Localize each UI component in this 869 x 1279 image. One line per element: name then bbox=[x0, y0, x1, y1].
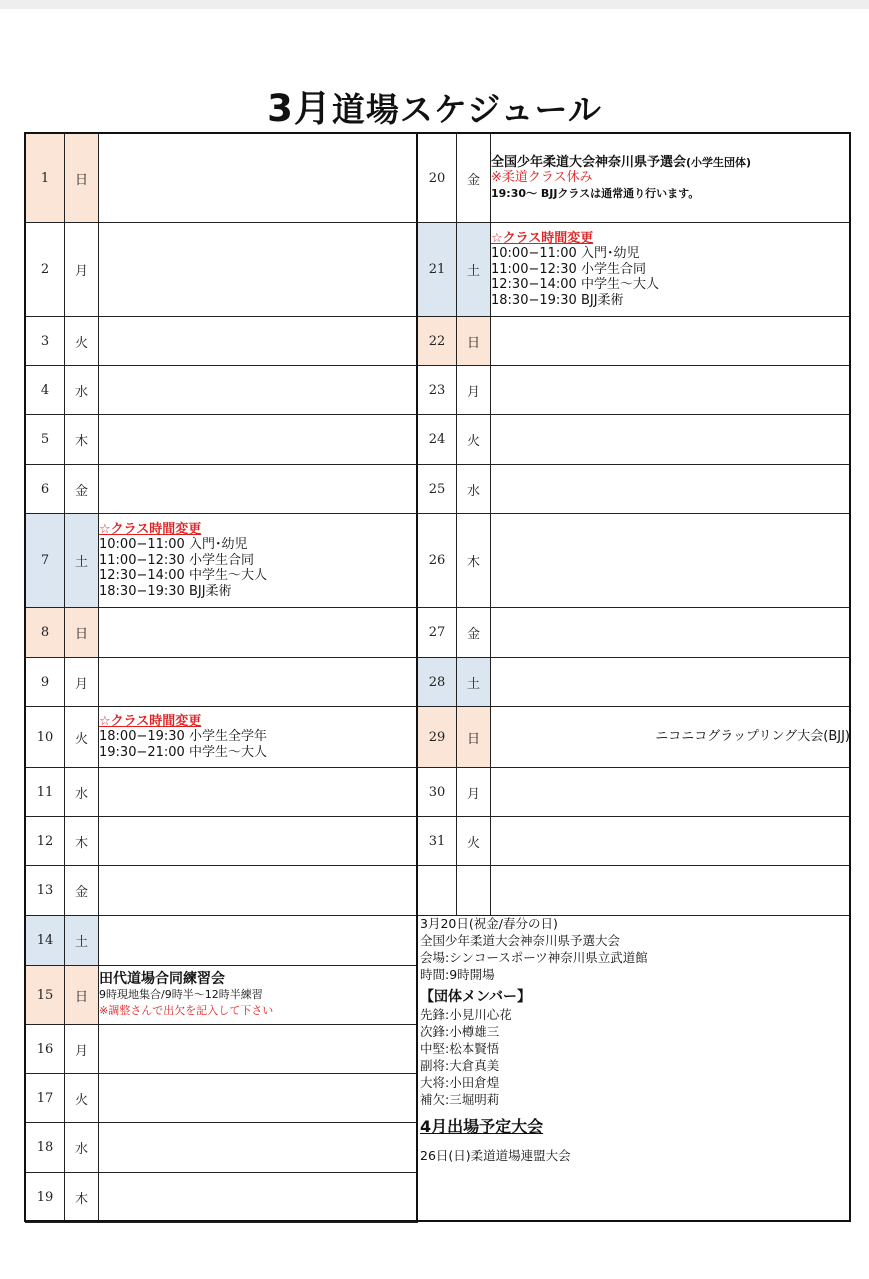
day-number: 13 bbox=[26, 866, 65, 916]
event-cell bbox=[99, 366, 418, 415]
schedule-row bbox=[26, 415, 418, 465]
event-cell bbox=[99, 817, 418, 866]
weekday: 水 bbox=[457, 465, 491, 514]
weekday: 水 bbox=[65, 1123, 99, 1173]
event-line bbox=[491, 277, 850, 293]
event-line-text: 12:30−14:00 中学生〜大人 bbox=[99, 568, 267, 584]
weekday: 月 bbox=[65, 658, 99, 707]
event-cell bbox=[491, 608, 851, 658]
schedule-row bbox=[26, 465, 418, 514]
event-line bbox=[491, 293, 850, 309]
event-line bbox=[491, 262, 850, 278]
day-number: 9 bbox=[26, 658, 65, 707]
event-cell bbox=[99, 707, 418, 768]
day-number: 12 bbox=[26, 817, 65, 866]
schedule-row bbox=[26, 608, 418, 658]
schedule-row bbox=[418, 317, 851, 366]
weekday: 金 bbox=[457, 608, 491, 658]
event-cell bbox=[99, 658, 418, 707]
day-number: 22 bbox=[418, 317, 457, 366]
event-line bbox=[99, 714, 417, 730]
day-number: 7 bbox=[26, 514, 65, 608]
weekday: 日 bbox=[65, 608, 99, 658]
member-line: 次鋒:小樽雄三 bbox=[420, 1024, 500, 1039]
event-line-text: ※柔道クラス休み bbox=[491, 170, 593, 186]
weekday: 月 bbox=[65, 1025, 99, 1074]
day-number: 20 bbox=[418, 134, 457, 223]
weekday: 土 bbox=[457, 658, 491, 707]
member-line: 補欠:三堀明莉 bbox=[420, 1092, 500, 1107]
schedule-row bbox=[418, 658, 851, 707]
event-cell bbox=[491, 817, 851, 866]
weekday: 火 bbox=[457, 415, 491, 465]
event-line: ニコニコグラップリング大会(BJJ) bbox=[655, 729, 850, 745]
schedule-row bbox=[26, 223, 418, 317]
event-line bbox=[99, 1003, 417, 1019]
day-number: 5 bbox=[26, 415, 65, 465]
event-cell bbox=[99, 866, 418, 916]
event-line bbox=[99, 729, 417, 745]
center-divider bbox=[416, 133, 418, 1221]
day-number: 19 bbox=[26, 1173, 65, 1223]
event-info-panel bbox=[420, 915, 850, 1164]
members-heading: 【団体メンバー】 bbox=[420, 989, 532, 1005]
event-line-text: ☆クラス時間変更 bbox=[99, 521, 202, 537]
day-number: 16 bbox=[26, 1025, 65, 1074]
event-cell bbox=[99, 317, 418, 366]
event-cell bbox=[99, 465, 418, 514]
title-main: 道場スケジュール bbox=[331, 90, 602, 129]
schedule-row bbox=[418, 223, 851, 317]
event-line-text: 田代道場合同練習会 bbox=[99, 970, 225, 987]
day-number: 27 bbox=[418, 608, 457, 658]
event-line-text: 全国少年柔道大会神奈川県予選会 bbox=[491, 154, 687, 170]
schedule-row bbox=[26, 1173, 418, 1223]
schedule-row bbox=[418, 768, 851, 817]
april-heading: 4月出場予定大会 bbox=[420, 1117, 544, 1136]
weekday: 金 bbox=[65, 866, 99, 916]
schedule-row bbox=[26, 366, 418, 415]
schedule-row bbox=[418, 415, 851, 465]
event-line-suffix: (小学生団体) bbox=[686, 155, 752, 169]
day-number: 21 bbox=[418, 223, 457, 317]
day-number: 28 bbox=[418, 658, 457, 707]
weekday: 土 bbox=[457, 223, 491, 317]
member-line: 大将:小田倉煌 bbox=[420, 1075, 500, 1090]
weekday: 金 bbox=[457, 134, 491, 223]
member-list bbox=[420, 1006, 850, 1108]
event-cell bbox=[491, 866, 851, 916]
schedule-row bbox=[26, 966, 418, 1025]
event-info-lines bbox=[420, 915, 850, 983]
event-line-text: ☆クラス時間変更 bbox=[491, 230, 594, 246]
day-number: 31 bbox=[418, 817, 457, 866]
day-number: 18 bbox=[26, 1123, 65, 1173]
event-cell bbox=[491, 707, 851, 768]
schedule-row bbox=[26, 514, 418, 608]
weekday: 土 bbox=[65, 514, 99, 608]
event-line-text: 11:00−12:30 小学生合同 bbox=[491, 261, 646, 277]
member-line: 副将:大倉真美 bbox=[420, 1058, 500, 1073]
event-cell bbox=[99, 916, 418, 966]
day-number: 29 bbox=[418, 707, 457, 768]
event-cell bbox=[99, 1173, 418, 1223]
event-line bbox=[491, 155, 850, 171]
event-line bbox=[99, 522, 417, 538]
event-cell bbox=[491, 465, 851, 514]
event-cell bbox=[99, 1123, 418, 1173]
info-line: 3月20日(祝金/春分の日) bbox=[420, 916, 558, 931]
day-number bbox=[418, 866, 457, 916]
event-cell bbox=[491, 415, 851, 465]
event-line-text: 10:00−11:00 入門･幼児 bbox=[491, 246, 640, 262]
weekday: 月 bbox=[457, 366, 491, 415]
schedule-row bbox=[418, 366, 851, 415]
schedule-row bbox=[26, 866, 418, 916]
event-line-text: 19:30−21:00 中学生〜大人 bbox=[99, 744, 267, 760]
event-line-text: 12:30−14:00 中学生〜大人 bbox=[491, 277, 659, 293]
schedule-row bbox=[418, 514, 851, 608]
schedule-row bbox=[418, 817, 851, 866]
event-cell bbox=[491, 768, 851, 817]
event-line bbox=[491, 170, 850, 186]
weekday: 木 bbox=[65, 1173, 99, 1223]
event-cell bbox=[491, 514, 851, 608]
schedule-row bbox=[26, 768, 418, 817]
member-line: 中堅:松本賢悟 bbox=[420, 1041, 500, 1056]
event-cell bbox=[99, 514, 418, 608]
event-line bbox=[491, 186, 850, 202]
day-number: 6 bbox=[26, 465, 65, 514]
event-cell bbox=[99, 415, 418, 465]
day-number: 10 bbox=[26, 707, 65, 768]
weekday bbox=[457, 866, 491, 916]
day-number: 11 bbox=[26, 768, 65, 817]
weekday: 水 bbox=[65, 768, 99, 817]
schedule-row bbox=[26, 134, 418, 223]
weekday: 日 bbox=[457, 317, 491, 366]
schedule-row bbox=[26, 707, 418, 768]
day-number: 23 bbox=[418, 366, 457, 415]
member-line: 先鋒:小見川心花 bbox=[420, 1007, 512, 1022]
info-line: 会場:シンコースポーツ神奈川県立武道館 bbox=[420, 950, 648, 965]
right-schedule-table bbox=[417, 133, 851, 916]
day-number: 17 bbox=[26, 1074, 65, 1123]
event-line-text: 18:00−19:30 小学生全学年 bbox=[99, 729, 267, 745]
event-cell bbox=[491, 658, 851, 707]
day-number: 4 bbox=[26, 366, 65, 415]
event-cell bbox=[491, 134, 851, 223]
left-schedule-table bbox=[25, 133, 418, 1223]
day-number: 8 bbox=[26, 608, 65, 658]
weekday: 月 bbox=[457, 768, 491, 817]
schedule-row bbox=[418, 134, 851, 223]
weekday: 日 bbox=[457, 707, 491, 768]
weekday: 金 bbox=[65, 465, 99, 514]
info-line: 全国少年柔道大会神奈川県予選大会 bbox=[420, 933, 621, 948]
schedule-row bbox=[418, 465, 851, 514]
top-bar bbox=[0, 0, 869, 9]
page-title bbox=[0, 78, 869, 132]
weekday: 水 bbox=[65, 366, 99, 415]
event-line-text: 18:30−19:30 BJJ柔術 bbox=[491, 292, 624, 308]
event-line bbox=[491, 246, 850, 262]
weekday: 土 bbox=[65, 916, 99, 966]
day-number: 26 bbox=[418, 514, 457, 608]
event-line-text: ☆クラス時間変更 bbox=[99, 713, 202, 729]
event-cell bbox=[99, 608, 418, 658]
event-cell bbox=[99, 134, 418, 223]
event-line-text: 9時現地集合/9時半〜12時半練習 bbox=[99, 988, 263, 1002]
weekday: 木 bbox=[65, 415, 99, 465]
weekday: 木 bbox=[65, 817, 99, 866]
schedule-row bbox=[26, 1025, 418, 1074]
info-line: 時間:9時開場 bbox=[420, 967, 495, 982]
day-number: 15 bbox=[26, 966, 65, 1025]
event-cell bbox=[99, 1074, 418, 1123]
event-line-text: ※調整さんで出欠を記入して下さい bbox=[99, 1003, 274, 1017]
schedule-row bbox=[26, 817, 418, 866]
weekday: 日 bbox=[65, 134, 99, 223]
day-number: 30 bbox=[418, 768, 457, 817]
event-line bbox=[491, 231, 850, 247]
event-cell bbox=[99, 966, 418, 1025]
schedule-row bbox=[26, 658, 418, 707]
schedule-row bbox=[26, 1074, 418, 1123]
weekday: 火 bbox=[457, 817, 491, 866]
event-cell bbox=[491, 317, 851, 366]
event-line bbox=[99, 568, 417, 584]
weekday: 木 bbox=[457, 514, 491, 608]
schedule-row bbox=[26, 916, 418, 966]
day-number: 3 bbox=[26, 317, 65, 366]
event-line bbox=[99, 584, 417, 600]
day-number: 1 bbox=[26, 134, 65, 223]
schedule-row bbox=[418, 707, 851, 768]
event-line-text: 19:30〜 BJJクラスは通常通り行います。 bbox=[491, 186, 700, 200]
schedule-row bbox=[26, 1123, 418, 1173]
april-event: 26日(日)柔道道場連盟大会 bbox=[420, 1148, 571, 1163]
day-number: 24 bbox=[418, 415, 457, 465]
title-month: 3月 bbox=[267, 87, 332, 130]
weekday: 火 bbox=[65, 1074, 99, 1123]
schedule-row bbox=[26, 317, 418, 366]
event-line bbox=[99, 987, 417, 1003]
event-line bbox=[99, 745, 417, 761]
event-cell bbox=[491, 223, 851, 317]
schedule-row bbox=[418, 608, 851, 658]
event-cell bbox=[99, 1025, 418, 1074]
schedule-row bbox=[418, 866, 851, 916]
event-line bbox=[99, 553, 417, 569]
day-number: 2 bbox=[26, 223, 65, 317]
event-line bbox=[99, 537, 417, 553]
day-number: 25 bbox=[418, 465, 457, 514]
weekday: 火 bbox=[65, 317, 99, 366]
day-number: 14 bbox=[26, 916, 65, 966]
event-line-text: 18:30−19:30 BJJ柔術 bbox=[99, 583, 232, 599]
event-line-text: 11:00−12:30 小学生合同 bbox=[99, 552, 254, 568]
weekday: 火 bbox=[65, 707, 99, 768]
weekday: 日 bbox=[65, 966, 99, 1025]
weekday: 月 bbox=[65, 223, 99, 317]
event-cell bbox=[491, 366, 851, 415]
event-cell bbox=[99, 223, 418, 317]
event-cell bbox=[99, 768, 418, 817]
event-line bbox=[99, 972, 417, 988]
event-line-text: 10:00−11:00 入門･幼児 bbox=[99, 537, 248, 553]
